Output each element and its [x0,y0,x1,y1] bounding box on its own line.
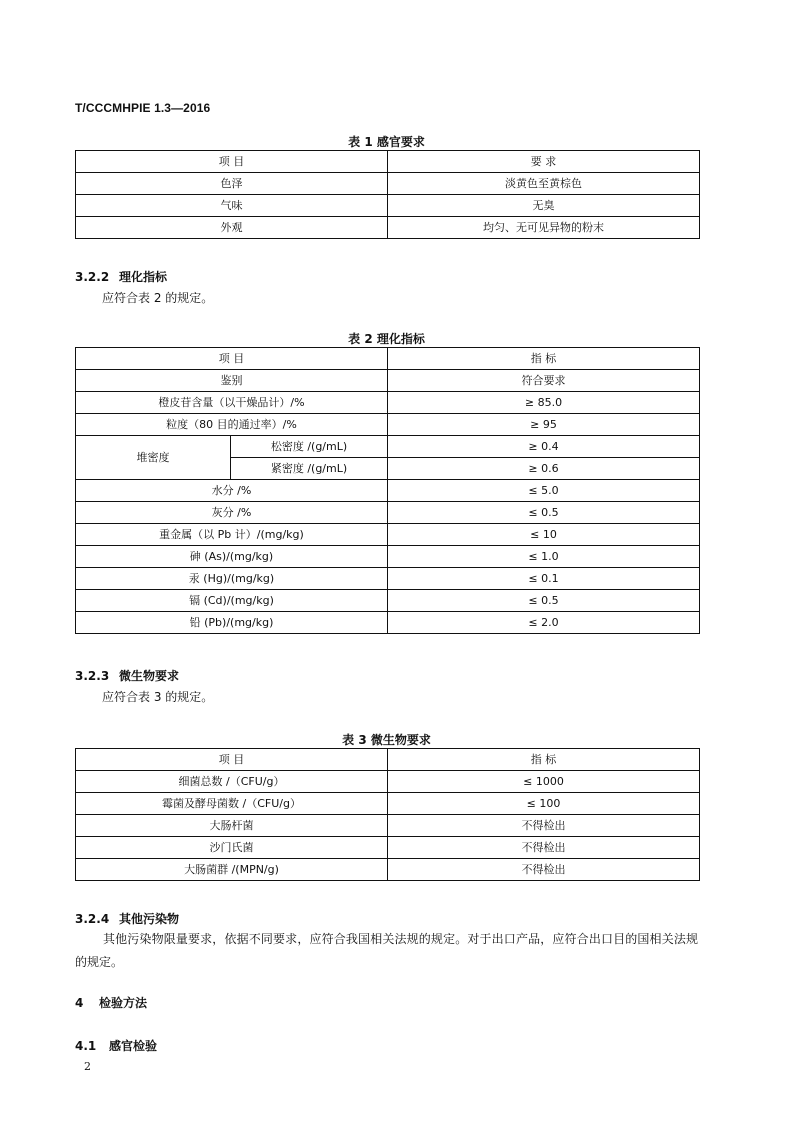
table-cell: 大肠杆菌 [76,815,388,837]
table-cell: ≤ 2.0 [388,612,700,634]
table-cell: 橙皮苷含量（以干燥品计）/% [76,392,388,414]
table-header-cell: 要 求 [388,151,700,173]
section-title: 检验方法 [99,996,148,1010]
table-cell: 色泽 [76,173,388,195]
table-cell: ≤ 0.5 [388,502,700,524]
table-row [76,859,700,881]
section-text-3-2-2: 应符合表 2 的规定。 [102,291,214,305]
table-header-cell: 指 标 [388,749,700,771]
table-cell: ≥ 0.6 [388,458,700,480]
table-header-cell: 项 目 [76,151,388,173]
table-row [76,771,700,793]
table-cell: 沙门氏菌 [76,837,388,859]
table1 [75,150,700,239]
table-row [76,793,700,815]
section-heading-3-2-4 [75,910,179,927]
table-cell-bulk-density: 堆密度 [76,436,231,480]
section-heading-4-1 [75,1037,157,1054]
table3 [75,748,700,881]
document-header: T/CCCMHPIE 1.3—2016 [75,101,211,115]
section-heading-4 [75,994,147,1011]
table2 [75,347,700,634]
table-row [76,612,700,634]
section-number: 3.2.2 [75,270,110,284]
table-row [76,436,700,458]
table-row [76,370,700,392]
table2-caption: 表 2 理化指标 [348,332,425,346]
table1-header-row [76,151,700,173]
table-cell: ≤ 1000 [388,771,700,793]
section-heading-3-2-2 [75,268,167,285]
table-header-cell: 指 标 [388,348,700,370]
section-title: 感官检验 [109,1039,158,1053]
table-row [76,173,700,195]
table-cell: 铅 (Pb)/(mg/kg) [76,612,388,634]
section-title: 微生物要求 [119,669,180,683]
table-row [76,546,700,568]
table-row [76,195,700,217]
table-cell: ≤ 0.5 [388,590,700,612]
table-cell: 不得检出 [388,859,700,881]
table1-caption: 表 1 感官要求 [348,135,425,149]
table-row [76,590,700,612]
table-cell: 均匀、无可见异物的粉末 [388,217,700,239]
table-cell: ≤ 5.0 [388,480,700,502]
table-cell: 粒度（80 目的通过率）/% [76,414,388,436]
table-cell: 无臭 [388,195,700,217]
table-cell: 紧密度 /(g/mL) [231,458,388,480]
section-number: 4 [75,996,84,1010]
section-heading-3-2-3 [75,667,179,684]
table-cell: 水分 /% [76,480,388,502]
table-cell: 霉菌及酵母菌数 /（CFU/g） [76,793,388,815]
table-cell: 大肠菌群 /(MPN/g) [76,859,388,881]
table-row [76,837,700,859]
table-cell: ≤ 1.0 [388,546,700,568]
table-header-cell: 项 目 [76,749,388,771]
table-cell: 气味 [76,195,388,217]
table-cell: 砷 (As)/(mg/kg) [76,546,388,568]
table-row [76,480,700,502]
table-header-cell: 项 目 [76,348,388,370]
table2-header-row [76,348,700,370]
section-number: 4.1 [75,1039,97,1053]
table3-caption: 表 3 微生物要求 [342,733,431,747]
table-cell: 细菌总数 /（CFU/g） [76,771,388,793]
section-text-3-2-4: 其他污染物限量要求，依据不同要求，应符合我国相关法规的规定。对于出口产品，应符合出口目的国相关法规的规定。 [75,932,698,969]
table-row [76,217,700,239]
table-cell: 灰分 /% [76,502,388,524]
table-row [76,414,700,436]
table-cell: 淡黄色至黄棕色 [388,173,700,195]
table-cell: ≥ 85.0 [388,392,700,414]
section-number: 3.2.4 [75,912,110,926]
table-cell: 汞 (Hg)/(mg/kg) [76,568,388,590]
table-cell: 符合要求 [388,370,700,392]
table-row [76,502,700,524]
table-cell: 鉴别 [76,370,388,392]
section-number: 3.2.3 [75,669,110,683]
table-cell: ≥ 95 [388,414,700,436]
table-row [76,524,700,546]
section-title: 其他污染物 [119,912,180,926]
table-cell: ≤ 10 [388,524,700,546]
table-cell: 重金属（以 Pb 计）/(mg/kg) [76,524,388,546]
section-text-3-2-3: 应符合表 3 的规定。 [102,690,214,704]
table-row [76,568,700,590]
table-cell: 松密度 /(g/mL) [231,436,388,458]
table-cell: 不得检出 [388,837,700,859]
table-cell: ≤ 100 [388,793,700,815]
table-cell: ≥ 0.4 [388,436,700,458]
section-title: 理化指标 [119,270,168,284]
table3-header-row [76,749,700,771]
table-row [76,815,700,837]
table-cell: 外观 [76,217,388,239]
table-cell: 镉 (Cd)/(mg/kg) [76,590,388,612]
table-row [76,392,700,414]
table-cell: ≤ 0.1 [388,568,700,590]
table-cell: 不得检出 [388,815,700,837]
page-number: 2 [84,1060,91,1073]
